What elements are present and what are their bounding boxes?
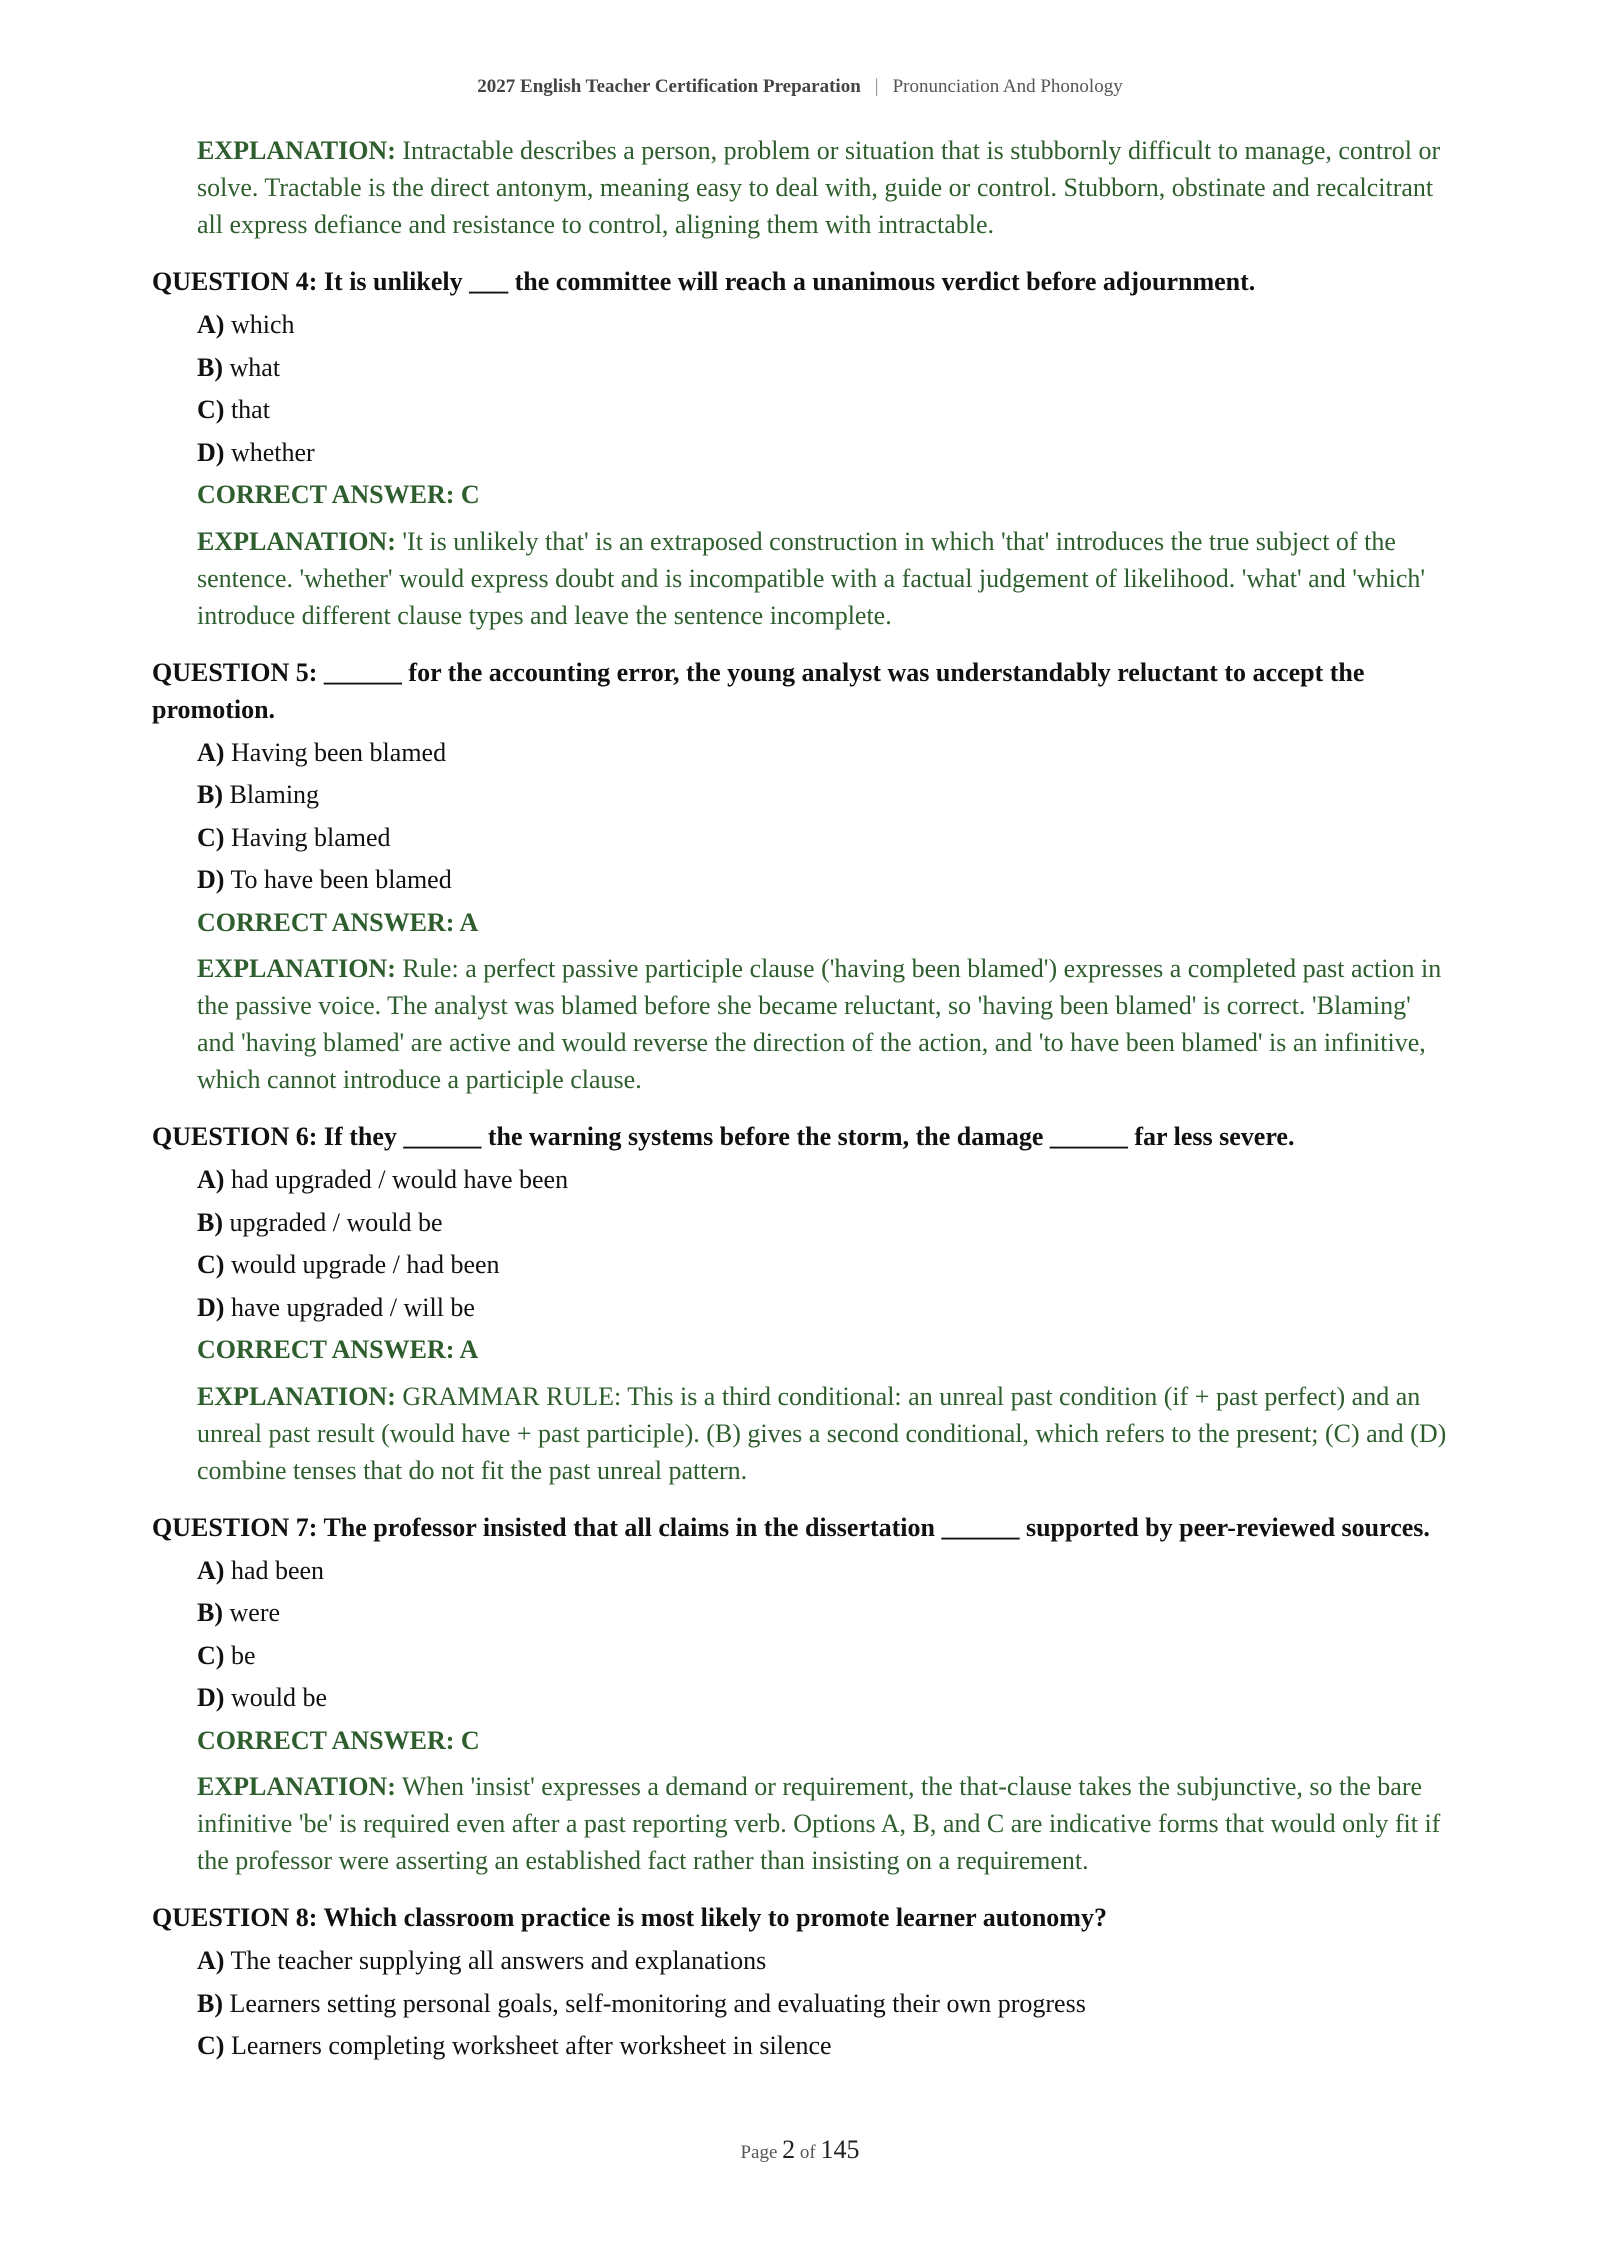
option-text: have upgraded / will be xyxy=(230,1292,475,1322)
explanation-text: 'It is unlikely that' is an extraposed construction in which 'that' introduces the true subject of the sentence. 'whether' would express doubt and is incompatible with a factual judgement of likelihood. 'what' and 'which' introduce different clause types and leave the sentence incomplete. xyxy=(197,526,1426,630)
option-text: be xyxy=(230,1640,256,1670)
explanation-q7 xyxy=(197,1768,1452,1879)
correct-answer xyxy=(197,1329,1452,1372)
option-letter: A) xyxy=(197,737,225,767)
option-text: The teacher supplying all answers and explanations xyxy=(230,1946,767,1975)
page-word: Page xyxy=(740,2142,778,2163)
question-text: The professor insisted that all claims in the dissertation ______ supported by peer-reviewed sources. xyxy=(323,1512,1430,1542)
option-text: Learners completing worksheet after worksheet in silence xyxy=(230,2031,832,2060)
option-text: upgraded / would be xyxy=(229,1207,443,1237)
option-letter: A) xyxy=(197,310,225,339)
header-subtitle: Pronunciation And Phonology xyxy=(892,76,1123,97)
option-d xyxy=(197,859,1452,902)
option-letter: D) xyxy=(197,1292,225,1322)
option-text: would be xyxy=(230,1683,327,1712)
option-text: Learners setting personal goals, self-monitoring and evaluating their own progress xyxy=(229,1988,1086,2018)
question-label: QUESTION 7: xyxy=(152,1512,318,1542)
answer-value: A xyxy=(459,1335,479,1364)
page-content xyxy=(152,132,1452,2068)
option-letter: B) xyxy=(197,352,223,382)
explanation-q4 xyxy=(197,523,1452,634)
question-8 xyxy=(152,1899,1452,1936)
answer-label: CORRECT ANSWER: xyxy=(197,907,455,937)
option-d xyxy=(197,432,1452,475)
option-letter: C) xyxy=(197,1250,225,1279)
option-text: that xyxy=(230,395,270,424)
option-letter: C) xyxy=(197,1640,225,1670)
answer-label: CORRECT ANSWER: xyxy=(197,1335,455,1364)
answer-value: C xyxy=(460,480,480,509)
answer-label: CORRECT ANSWER: xyxy=(197,480,455,509)
option-a xyxy=(197,304,1452,347)
total-pages: 145 xyxy=(820,2135,860,2164)
option-a xyxy=(197,1550,1452,1593)
option-b xyxy=(197,1202,1452,1245)
option-c xyxy=(197,389,1452,432)
correct-answer xyxy=(197,902,1452,945)
answer-label: CORRECT ANSWER: xyxy=(197,1725,455,1755)
header-separator: | xyxy=(874,76,879,97)
option-b xyxy=(197,347,1452,390)
question-label: QUESTION 5: xyxy=(152,657,318,687)
option-a xyxy=(197,1159,1452,1202)
option-c xyxy=(197,817,1452,860)
explanation-q3 xyxy=(197,132,1452,243)
question-label: QUESTION 6: xyxy=(152,1122,318,1151)
option-letter: D) xyxy=(197,437,225,467)
option-letter: C) xyxy=(197,822,225,852)
option-text: Having been blamed xyxy=(230,737,447,767)
option-text: what xyxy=(229,352,281,382)
option-letter: D) xyxy=(197,1683,225,1712)
option-text: had upgraded / would have been xyxy=(230,1165,569,1194)
explanation-text: When 'insist' expresses a demand or requirement, the that-clause takes the subjunctive, so the bare infinitive 'be' is required even after a past reporting verb. Options A, B, and C are indicative forms that would only fit if the professor were asserting an established fact rather than insisting on a requirement. xyxy=(197,1772,1441,1875)
option-c xyxy=(197,2025,1452,2068)
answer-value: C xyxy=(460,1725,480,1755)
explanation-label: EXPLANATION: xyxy=(197,1772,396,1801)
question-text: ______ for the accounting error, the young analyst was understandably reluctant to accept the promotion. xyxy=(152,657,1365,724)
option-c xyxy=(197,1244,1452,1287)
correct-answer xyxy=(197,474,1452,517)
correct-answer xyxy=(197,1720,1452,1763)
option-text: Having blamed xyxy=(230,822,391,852)
explanation-text: GRAMMAR RULE: This is a third conditional: an unreal past condition (if + past perfect) and an unreal past result (would have + past participle). (B) gives a second conditional, which refers to the present; (C) and (D) combine tenses that do not fit the past unreal pattern. xyxy=(197,1381,1447,1485)
question-text: If they ______ the warning systems before the storm, the damage ______ far less severe. xyxy=(323,1122,1295,1151)
option-letter: B) xyxy=(197,1207,223,1237)
page-header xyxy=(0,76,1600,98)
option-a xyxy=(197,732,1452,775)
option-c xyxy=(197,1635,1452,1678)
header-title: 2027 English Teacher Certification Preparation xyxy=(477,76,861,97)
option-letter: C) xyxy=(197,395,225,424)
question-5 xyxy=(152,654,1452,728)
option-b xyxy=(197,1983,1452,2026)
option-text: which xyxy=(230,310,295,339)
option-d xyxy=(197,1677,1452,1720)
explanation-label: EXPLANATION: xyxy=(197,954,396,983)
option-letter: A) xyxy=(197,1946,225,1975)
option-text: To have been blamed xyxy=(230,865,452,894)
option-text: were xyxy=(229,1598,281,1627)
option-a xyxy=(197,1940,1452,1983)
explanation-q5 xyxy=(197,950,1452,1098)
explanation-q6 xyxy=(197,1378,1452,1489)
question-6 xyxy=(152,1118,1452,1155)
option-text: had been xyxy=(230,1555,325,1585)
option-letter: C) xyxy=(197,2031,225,2060)
explanation-text: Intractable describes a person, problem or situation that is stubbornly difficult to manage, control or solve. Tractable is the direct antonym, meaning easy to deal with, guide or control. Stubborn, obstinate and recalcitrant all express defiance and resistance to control, aligning them with intractable. xyxy=(197,136,1441,239)
answer-value: A xyxy=(459,907,479,937)
option-text: would upgrade / had been xyxy=(230,1250,500,1279)
option-d xyxy=(197,1287,1452,1330)
option-letter: D) xyxy=(197,865,225,894)
question-4 xyxy=(152,263,1452,300)
page-number: 2 xyxy=(782,2135,796,2164)
explanation-label: EXPLANATION: xyxy=(197,526,396,556)
option-b xyxy=(197,1592,1452,1635)
question-label: QUESTION 4: xyxy=(152,267,318,296)
option-text: Blaming xyxy=(229,780,320,809)
explanation-text: Rule: a perfect passive participle clause ('having been blamed') expresses a completed past action in the passive voice. The analyst was blamed before she became reluctant, so 'having been blamed' is correct. 'Blaming' and 'having blamed' are active and would reverse the direction of the action, and 'to have been blamed' is an infinitive, which cannot introduce a participle clause. xyxy=(197,954,1442,1094)
question-text: Which classroom practice is most likely to promote learner autonomy? xyxy=(323,1903,1107,1932)
explanation-label: EXPLANATION: xyxy=(197,136,396,165)
question-text: It is unlikely ___ the committee will reach a unanimous verdict before adjournment. xyxy=(323,267,1256,296)
explanation-label: EXPLANATION: xyxy=(197,1381,396,1411)
option-b xyxy=(197,774,1452,817)
option-letter: B) xyxy=(197,780,223,809)
option-letter: B) xyxy=(197,1598,223,1627)
question-7 xyxy=(152,1509,1452,1546)
option-letter: A) xyxy=(197,1555,225,1585)
option-text: whether xyxy=(230,437,315,467)
of-word: of xyxy=(799,2142,816,2163)
question-label: QUESTION 8: xyxy=(152,1903,318,1932)
page-footer xyxy=(0,2135,1600,2165)
option-letter: B) xyxy=(197,1988,223,2018)
option-letter: A) xyxy=(197,1165,225,1194)
